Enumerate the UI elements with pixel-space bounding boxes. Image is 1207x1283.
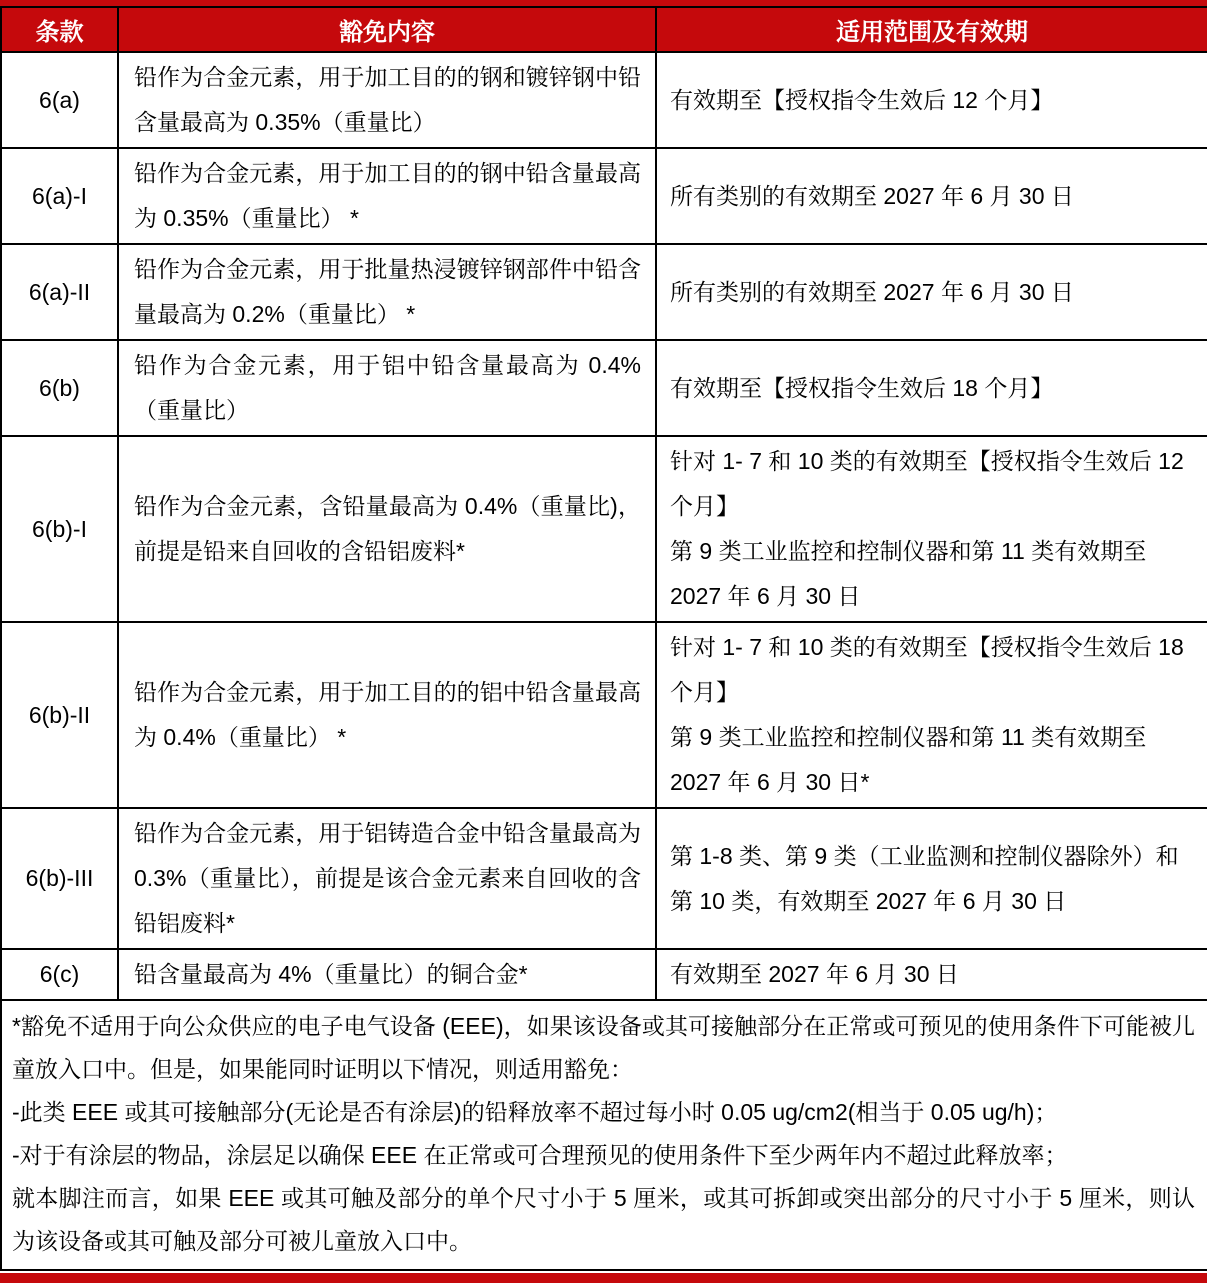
clause-cell: 6(b) [1, 340, 118, 436]
table-row [1, 436, 1207, 622]
exemption-content-cell: 铅作为合金元素，用于批量热浸镀锌钢部件中铅含量最高为 0.2%（重量比） * [118, 244, 656, 340]
table-row [1, 808, 1207, 949]
validity-cell: 所有类别的有效期至 2027 年 6 月 30 日 [656, 244, 1207, 340]
header-scope-validity: 适用范围及有效期 [656, 7, 1207, 52]
header-exemption-content: 豁免内容 [118, 7, 656, 52]
header-row [1, 7, 1207, 52]
table-row [1, 244, 1207, 340]
exemption-content-cell: 铅作为合金元素，含铅量最高为 0.4%（重量比)，前提是铅来自回收的含铅铝废料* [118, 436, 656, 622]
header-clause: 条款 [1, 7, 118, 52]
validity-cell: 第 1-8 类、第 9 类（工业监测和控制仪器除外）和第 10 类，有效期至 2027 年 6 月 30 日 [656, 808, 1207, 949]
clause-cell: 6(a) [1, 52, 118, 148]
table-row [1, 148, 1207, 244]
exemption-content-cell: 铅作为合金元素，用于加工目的的铝中铅含量最高为 0.4%（重量比） * [118, 622, 656, 808]
exemption-table [0, 6, 1207, 1271]
exemption-content-cell: 铅作为合金元素，用于铝中铅含量最高为 0.4%（重量比） [118, 340, 656, 436]
validity-cell: 有效期至【授权指令生效后 18 个月】 [656, 340, 1207, 436]
table-row [1, 340, 1207, 436]
validity-cell: 针对 1- 7 和 10 类的有效期至【授权指令生效后 18 个月】 第 9 类工业监控和控制仪器和第 11 类有效期至 2027 年 6 月 30 日* [656, 622, 1207, 808]
validity-cell: 有效期至【授权指令生效后 12 个月】 [656, 52, 1207, 148]
clause-cell: 6(b)-I [1, 436, 118, 622]
validity-cell: 所有类别的有效期至 2027 年 6 月 30 日 [656, 148, 1207, 244]
footnote-cell: *豁免不适用于向公众供应的电子电气设备 (EEE)，如果该设备或其可接触部分在正常或可预见的使用条件下可能被儿童放入口中。但是，如果能同时证明以下情况，则适用豁免： -此类 EEE 或其可接触部分(无论是否有涂层)的铅释放率不超过每小时 0.05 ug/cm2(相当于 0.05 ug/h)； -对于有涂层的物品，涂层足以确保 EEE 在正常或可合理预见的使用条件下至少两年内不超过此释放率； 就本脚注而言，如果 EEE 或其可触及部分的单个尺寸小于 5 厘米，或其可拆卸或突出部分的尺寸小于 5 厘米，则认为该设备或其可触及部分可被儿童放入口中。 [1, 1000, 1207, 1270]
clause-cell: 6(a)-II [1, 244, 118, 340]
exemption-content-cell: 铅作为合金元素，用于铝铸造合金中铅含量最高为 0.3%（重量比），前提是该合金元素来自回收的含铅铝废料* [118, 808, 656, 949]
table-row [1, 622, 1207, 808]
exemption-content-cell: 铅作为合金元素，用于加工目的的钢和镀锌钢中铅含量最高为 0.35%（重量比） [118, 52, 656, 148]
table-row [1, 52, 1207, 148]
clause-cell: 6(b)-II [1, 622, 118, 808]
table-row [1, 949, 1207, 1000]
footnote-row [1, 1000, 1207, 1270]
clause-cell: 6(c) [1, 949, 118, 1000]
validity-cell: 有效期至 2027 年 6 月 30 日 [656, 949, 1207, 1000]
exemption-content-cell: 铅作为合金元素，用于加工目的的钢中铅含量最高为 0.35%（重量比） * [118, 148, 656, 244]
validity-cell: 针对 1- 7 和 10 类的有效期至【授权指令生效后 12 个月】 第 9 类工业监控和控制仪器和第 11 类有效期至 2027 年 6 月 30 日 [656, 436, 1207, 622]
exemption-content-cell: 铅含量最高为 4%（重量比）的铜合金* [118, 949, 656, 1000]
clause-cell: 6(a)-I [1, 148, 118, 244]
table-body [1, 52, 1207, 1000]
clause-cell: 6(b)-III [1, 808, 118, 949]
bottom-red-strip [0, 1273, 1207, 1283]
